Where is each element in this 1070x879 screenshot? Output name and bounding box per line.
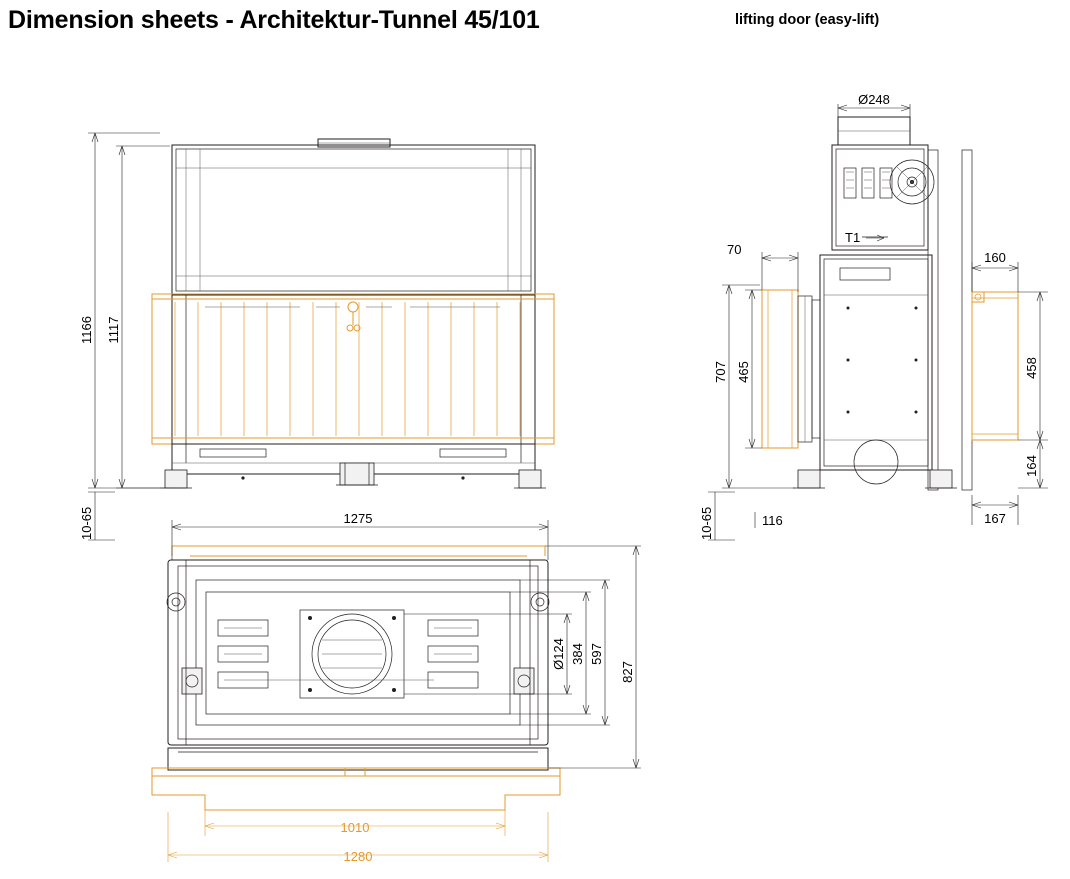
dim-160-label: 160 [984,250,1006,265]
dim-1117-label: 1117 [106,316,121,344]
dim-1010-label: 1010 [340,820,370,835]
dim-124-label: Ø124 [551,638,566,670]
dim-70-label: 70 [727,242,742,257]
dim-167-label: 167 [984,511,1006,526]
dim-116-label: 116 [762,513,783,528]
dim-707-label: 707 [713,361,728,383]
dim-10-65-side-label: 10-65 [699,506,714,540]
label-t1: T1 [845,230,861,245]
plan-view [152,511,641,864]
dim-458-label: 458 [1024,357,1039,379]
dim-384-label: 384 [570,643,585,665]
dim-597-label: 597 [589,643,604,665]
dim-465-label: 465 [736,361,751,383]
front-elevation-view [79,133,554,540]
dim-827-label: 827 [620,661,635,683]
page-title: Dimension sheets - Architektur-Tunnel 45/101 [8,6,540,34]
dim-1280-label: 1280 [343,849,373,864]
dim-1275-label: 1275 [343,511,373,526]
side-elevation-view [699,92,1048,540]
dim-10-65-front-label: 10-65 [79,506,94,540]
dim-248-label: Ø248 [858,92,890,107]
page-subtitle: lifting door (easy-lift) [735,12,880,28]
dim-1166-label: 1166 [79,316,94,344]
dim-164-label: 164 [1024,455,1039,477]
